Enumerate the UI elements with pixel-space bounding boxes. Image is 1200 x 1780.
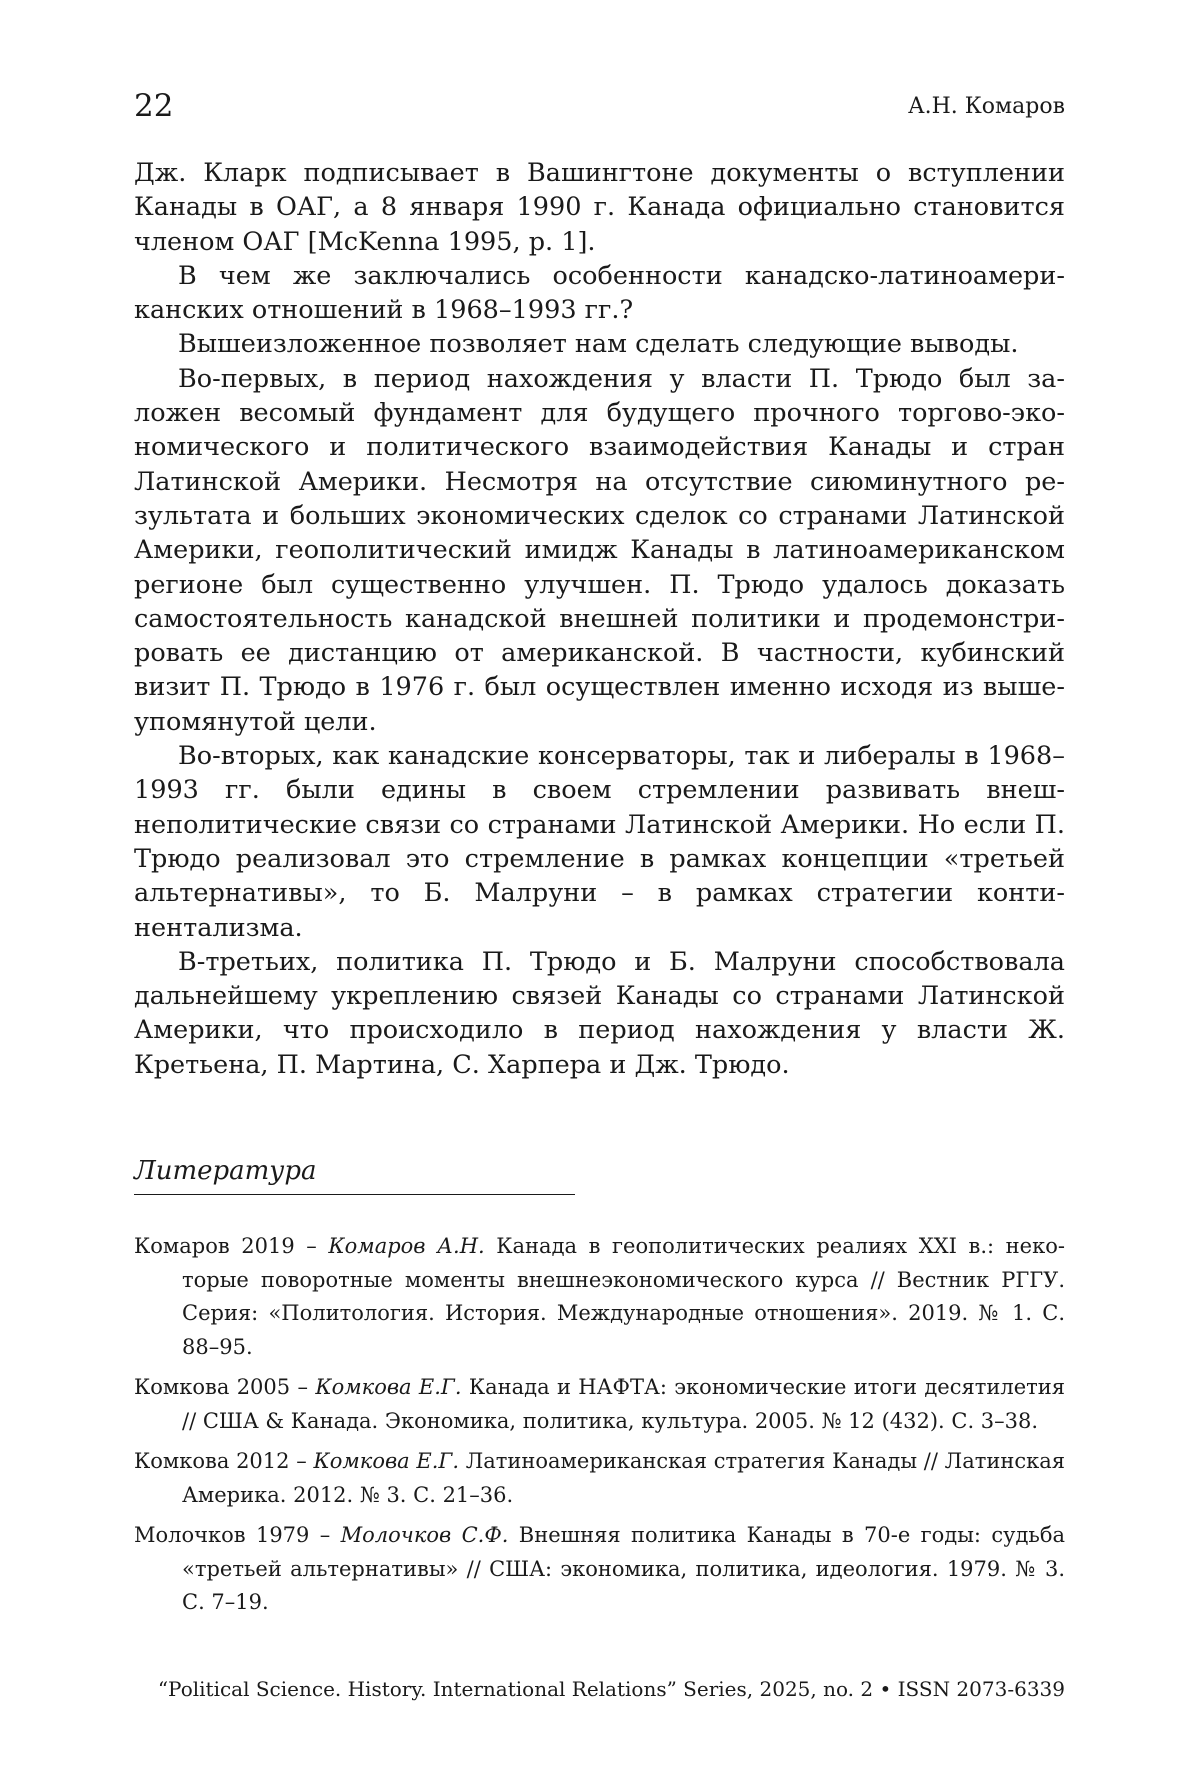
document-page bbox=[134, 88, 1065, 1748]
running-head-author: А.Н. Комаров bbox=[908, 92, 1065, 122]
reference-item bbox=[134, 1230, 1065, 1364]
body-text bbox=[134, 156, 1065, 1082]
reference-author: Комкова Е.Г. bbox=[313, 1449, 459, 1473]
reference-text: Канада и НАФТА: экономические итоги десятиле­тия // США & Канада. Экономика, политика, культура. 2005. № 12 (432). С. 3–38. bbox=[182, 1375, 1065, 1433]
running-head bbox=[134, 88, 1065, 128]
reference-item bbox=[134, 1371, 1065, 1438]
paragraph: Во-вторых, как канадские консерваторы, так и либералы в 1968–1993 гг. были едины в своем стремлении развивать внеш­неполитические связи со странами Латинской Америки. Но если П. Трюдо реализовал это стремление в рамках концепции «тре­тьей альтернативы», то Б. Малруни – в рамках стратегии конти­нентализма. bbox=[134, 739, 1065, 945]
literature-heading: Литература bbox=[134, 1154, 317, 1188]
reference-text: Латиноамериканская стратегия Канады // Латинская Америка. 2012. № 3. С. 21–36. bbox=[182, 1449, 1065, 1507]
paragraph: Во-первых, в период нахождения у власти П. Трюдо был за­ложен весомый фундамент для будущего прочного торгово-эко­номического и политического взаимодействия Канады и стран Латинской Америки. Несмотря на отсутствие сиюминутного ре­зультата и больших экономических сделок со странами Латинской Америки, геополитический имидж Канады в латиноамериканском регионе был существенно улучшен. П. Трюдо удалось доказать самостоятельность канадской внешней политики и продемонстри­ровать ее дистанцию от американской. В частности, кубинский визит П. Трюдо в 1976 г. был осуществлен именно исходя из выше­упомянутой цели. bbox=[134, 362, 1065, 739]
reference-key: Комаров 2019 – bbox=[134, 1234, 328, 1258]
reference-author: Комкова Е.Г. bbox=[315, 1375, 461, 1399]
reference-list bbox=[134, 1230, 1065, 1627]
reference-item bbox=[134, 1519, 1065, 1620]
paragraph: Дж. Кларк подписывает в Вашингтоне документы о вступлении Канады в ОАГ, а 8 января 1990 г. Канада официально становится членом ОАГ [McKenna 1995, p. 1]. bbox=[134, 156, 1065, 259]
reference-author: Комаров А.Н. bbox=[328, 1234, 484, 1258]
reference-text: Канада в геополитических реалиях XXI в.: неко­торые поворотные моменты внешнеэкономического курса // Вестник РГГУ. Серия: «Политология. История. Международные отношения». 2019. № 1. С. 88–95. bbox=[182, 1234, 1065, 1359]
reference-item bbox=[134, 1445, 1065, 1512]
page-number: 22 bbox=[134, 88, 173, 124]
journal-footer: “Political Science. History. International Relations” Series, 2025, no. 2 • ISSN 2073-6339 bbox=[158, 1674, 1065, 1704]
paragraph: В чем же заключались особенности канадско-латиноамери­канских отношений в 1968–1993 гг.? bbox=[134, 259, 1065, 328]
reference-key: Комкова 2012 – bbox=[134, 1449, 313, 1473]
reference-key: Молочков 1979 – bbox=[134, 1523, 341, 1547]
paragraph: Вышеизложенное позволяет нам сделать следующие выводы. bbox=[134, 327, 1065, 361]
reference-text: Внешняя политика Канады в 70-е годы: судьба «третьей альтернативы» // США: экономика, политика, идеология. 1979. № 3. С. 7–19. bbox=[182, 1523, 1065, 1614]
reference-author: Молочков С.Ф. bbox=[341, 1523, 509, 1547]
reference-key: Комкова 2005 – bbox=[134, 1375, 315, 1399]
paragraph: В-третьих, политика П. Трюдо и Б. Малруни способствовала дальнейшему укреплению связей Канады со странами Латинской Америки, что происходило в период нахождения у власти Ж. Кретье­на, П. Мартина, С. Харпера и Дж. Трюдо. bbox=[134, 945, 1065, 1082]
literature-divider bbox=[134, 1194, 575, 1195]
